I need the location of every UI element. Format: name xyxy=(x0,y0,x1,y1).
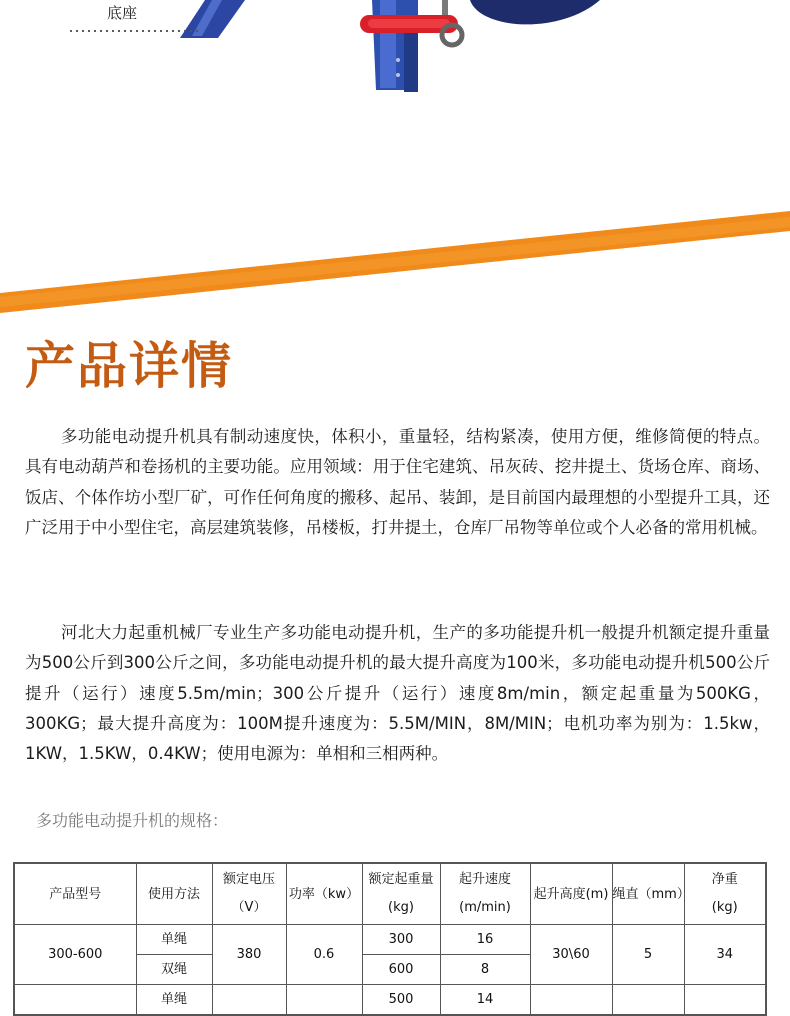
cell-power: 0.6 xyxy=(286,925,362,985)
cell-usage: 单绳 xyxy=(136,985,212,1016)
table-row xyxy=(14,925,766,955)
cell-speed: 14 xyxy=(440,985,530,1016)
spec-heading: 多功能电动提升机的规格： xyxy=(36,811,229,830)
header-speed-unit: (m/min) xyxy=(459,900,511,915)
spec-paragraph: 河北大力起重机械厂专业生产多功能电动提升机，生产的多功能提升机一般提升机额定提升重量为500公斤到300公斤之间，多功能电动提升机的最大提升高度为100米，多功能电动提升机500公斤提升（运行）速度5.5m/min；300公斤提升（运行）速度8m/min，额定起重量为500KG，300KG；最大提升高度为：100M提升速度为：5.5M/MIN，8M/MIN；电机功率为别为：1.5kw，1KW，1.5KW，0.4KW；使用电源为：单相和三相两种。 xyxy=(25,623,770,764)
cell-speed: 8 xyxy=(440,955,530,985)
spec-table xyxy=(13,862,767,1016)
header-speed-label: 起升速度 xyxy=(458,872,511,887)
header-usage: 使用方法 xyxy=(136,863,212,925)
header-voltage xyxy=(212,863,286,925)
intro-paragraph: 多功能电动提升机具有制动速度快，体积小，重量轻，结构紧凑，使用方便，维修简便的特点。具有电动葫芦和卷扬机的主要功能。应用领域：用于住宅建筑、吊灰砖、挖井提土、货场仓库、商场、饭店、个体作坊小型厂矿，可作任何角度的搬移、起吊、装卸，是目前国内最理想的小型提升工具，还广泛用于中小型住宅，高层建筑装修，吊楼板，打井提土，仓库厂吊物等单位或个人必备的常用机械。 xyxy=(25,427,770,537)
header-voltage-label: 额定电压 xyxy=(222,872,275,887)
header-capacity-label: 额定起重量 xyxy=(368,872,434,887)
header-capacity xyxy=(362,863,440,925)
caption-leader-dots xyxy=(68,30,198,32)
cell-usage: 单绳 xyxy=(136,925,212,955)
cell-voltage: 380 xyxy=(212,925,286,985)
cell-height xyxy=(530,985,612,1016)
table-row xyxy=(14,985,766,1016)
cell-power xyxy=(286,985,362,1016)
cell-rope: 5 xyxy=(612,925,684,985)
cell-net xyxy=(684,985,766,1016)
cell-speed: 16 xyxy=(440,925,530,955)
cell-capacity: 600 xyxy=(362,955,440,985)
header-capacity-unit: (kg) xyxy=(388,900,414,915)
header-rope: 绳直（mm） xyxy=(612,863,684,925)
header-power: 功率（kw） xyxy=(286,863,362,925)
section-title: 产品详情 xyxy=(25,337,233,395)
cell-model: 300-600 xyxy=(14,925,136,985)
header-speed xyxy=(440,863,530,925)
header-voltage-unit: （V） xyxy=(231,900,267,915)
cell-capacity: 300 xyxy=(362,925,440,955)
cell-usage: 双绳 xyxy=(136,955,212,985)
cell-capacity: 500 xyxy=(362,985,440,1016)
header-net xyxy=(684,863,766,925)
header-model: 产品型号 xyxy=(14,863,136,925)
cell-rope xyxy=(612,985,684,1016)
header-height: 起升高度(m) xyxy=(530,863,612,925)
cell-net: 34 xyxy=(684,925,766,985)
header-net-unit: (kg) xyxy=(711,900,738,915)
decorative-banner-stripe xyxy=(0,205,790,315)
header-net-label: 净重 xyxy=(711,872,738,887)
photo-caption: 底座 xyxy=(107,4,138,22)
table-header-row xyxy=(14,863,766,925)
cell-voltage xyxy=(212,985,286,1016)
cell-height: 30\60 xyxy=(530,925,612,985)
cell-model xyxy=(14,985,136,1016)
